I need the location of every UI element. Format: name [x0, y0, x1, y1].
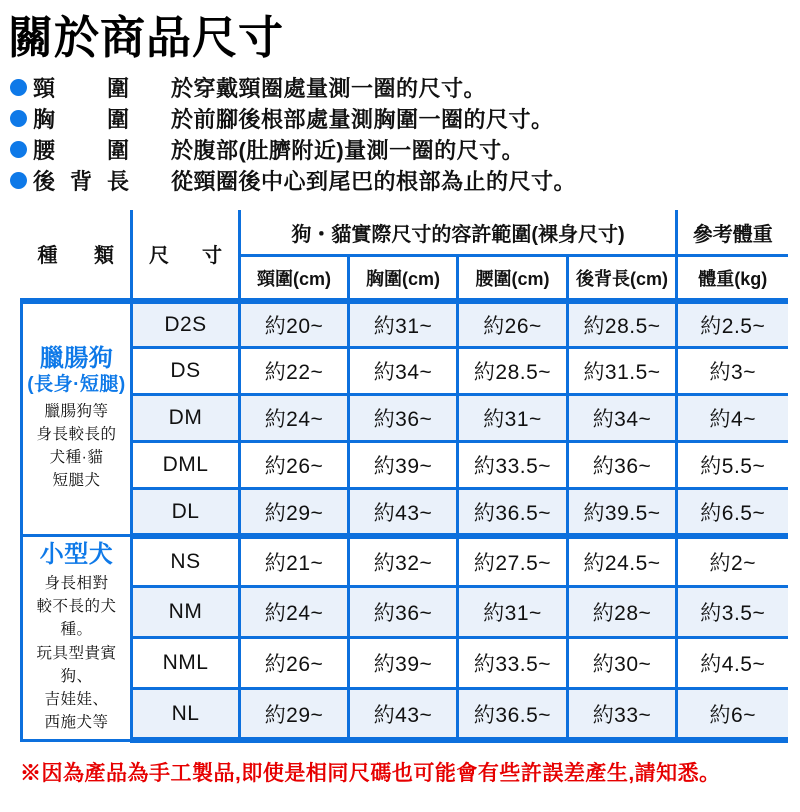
cell-chest: 約32~ — [349, 536, 458, 587]
definition-term: 頸圍 — [33, 75, 129, 101]
col-header-weight: 體重(kg) — [677, 256, 788, 301]
cell-chest: 約36~ — [349, 395, 458, 442]
col-header-weight-group: 參考體重 — [677, 210, 788, 256]
definition-term: 腰圍 — [33, 137, 129, 163]
cell-back-length: 約31.5~ — [568, 348, 677, 395]
col-header-waist: 腰圍(cm) — [458, 256, 568, 301]
cell-waist: 約31~ — [458, 587, 568, 638]
definition-list — [10, 72, 800, 196]
page-title: 關於商品尺寸 — [8, 12, 285, 63]
col-header-back-length: 後背長(cm) — [568, 256, 677, 301]
cell-waist: 約36.5~ — [458, 689, 568, 740]
size-code: DS — [132, 348, 240, 395]
table-row-ds — [22, 348, 788, 395]
bullet-icon — [10, 141, 27, 158]
cell-neck: 約26~ — [240, 442, 349, 489]
definition-term: 後背長 — [33, 168, 129, 194]
cell-weight: 約2.5~ — [677, 301, 788, 348]
cell-neck: 約24~ — [240, 587, 349, 638]
cell-back-length: 約39.5~ — [568, 489, 677, 536]
size-code: DM — [132, 395, 240, 442]
breed-name-sub: (長身·短腿) — [27, 373, 126, 395]
cell-weight: 約6.5~ — [677, 489, 788, 536]
size-code: NM — [132, 587, 240, 638]
cell-weight: 約5.5~ — [677, 442, 788, 489]
cell-waist: 約28.5~ — [458, 348, 568, 395]
col-header-neck: 頸圍(cm) — [240, 256, 349, 301]
size-code: DL — [132, 489, 240, 536]
cell-chest: 約43~ — [349, 689, 458, 740]
table-row-nml — [22, 638, 788, 689]
cell-back-length: 約34~ — [568, 395, 677, 442]
cell-back-length: 約33~ — [568, 689, 677, 740]
breed-group-small-dog — [22, 536, 132, 740]
cell-back-length: 約28~ — [568, 587, 677, 638]
cell-chest: 約34~ — [349, 348, 458, 395]
cell-waist: 約27.5~ — [458, 536, 568, 587]
cell-back-length: 約36~ — [568, 442, 677, 489]
bullet-icon — [10, 79, 27, 96]
size-code: NS — [132, 536, 240, 587]
table-row-nm — [22, 587, 788, 638]
table-row-dm — [22, 395, 788, 442]
cell-neck: 約24~ — [240, 395, 349, 442]
cell-waist: 約33.5~ — [458, 442, 568, 489]
col-header-chest: 胸圍(cm) — [349, 256, 458, 301]
col-header-range-group: 狗・貓實際尺寸的容許範圍(裸身尺寸) — [240, 210, 677, 256]
cell-chest: 約39~ — [349, 638, 458, 689]
cell-chest: 約39~ — [349, 442, 458, 489]
definition-desc: 於穿戴頸圈處量測一圈的尺寸。 — [171, 75, 487, 101]
definition-item-waist — [10, 134, 800, 165]
cell-back-length: 約30~ — [568, 638, 677, 689]
col-header-type: 種類 — [22, 210, 132, 301]
breed-name: 臘腸狗 — [39, 345, 114, 373]
definition-desc: 於腹部(肚臍附近)量測一圈的尺寸。 — [171, 137, 525, 163]
cell-weight: 約3~ — [677, 348, 788, 395]
cell-back-length: 約28.5~ — [568, 301, 677, 348]
cell-chest: 約43~ — [349, 489, 458, 536]
cell-back-length: 約24.5~ — [568, 536, 677, 587]
cell-waist: 約31~ — [458, 395, 568, 442]
cell-weight: 約4.5~ — [677, 638, 788, 689]
breed-note: 臘腸狗等 身長較長的 犬種·貓 短腿犬 — [36, 402, 117, 490]
cell-chest: 約36~ — [349, 587, 458, 638]
definition-term: 胸圍 — [33, 106, 129, 132]
cell-waist: 約26~ — [458, 301, 568, 348]
bullet-icon — [10, 110, 27, 127]
table-row-dl — [22, 489, 788, 536]
table-row-ns — [22, 536, 788, 587]
size-code: NML — [132, 638, 240, 689]
table-row-d2s — [22, 301, 788, 348]
breed-name: 小型犬 — [39, 541, 114, 569]
cell-weight: 約6~ — [677, 689, 788, 740]
size-code: D2S — [132, 301, 240, 348]
cell-waist: 約36.5~ — [458, 489, 568, 536]
cell-neck: 約22~ — [240, 348, 349, 395]
cell-neck: 約29~ — [240, 689, 349, 740]
cell-weight: 約4~ — [677, 395, 788, 442]
definition-item-neck — [10, 72, 800, 103]
size-table — [20, 210, 788, 743]
col-header-size: 尺寸 — [132, 210, 240, 301]
table-header-row-1 — [22, 210, 788, 256]
table-row-dml — [22, 442, 788, 489]
size-code: DML — [132, 442, 240, 489]
size-code: NL — [132, 689, 240, 740]
bullet-icon — [10, 172, 27, 189]
cell-weight: 約2~ — [677, 536, 788, 587]
cell-neck: 約26~ — [240, 638, 349, 689]
cell-weight: 約3.5~ — [677, 587, 788, 638]
handmade-disclaimer: ※因為產品為手工製品,即使是相同尺碼也可能會有些許誤差產生,請知悉。 — [20, 762, 721, 786]
cell-neck: 約21~ — [240, 536, 349, 587]
breed-note: 身長相對 較不長的犬種。 玩具型貴賓狗、 吉娃娃、 西施犬等 — [36, 574, 117, 732]
cell-chest: 約31~ — [349, 301, 458, 348]
cell-waist: 約33.5~ — [458, 638, 568, 689]
cell-neck: 約20~ — [240, 301, 349, 348]
cell-neck: 約29~ — [240, 489, 349, 536]
table-row-nl — [22, 689, 788, 740]
definition-desc: 於前腳後根部處量測胸圍一圈的尺寸。 — [171, 106, 554, 132]
breed-group-dachshund — [22, 301, 132, 536]
definition-item-chest — [10, 103, 800, 134]
definition-desc: 從頸圈後中心到尾巴的根部為止的尺寸。 — [171, 168, 577, 194]
definition-item-back-length — [10, 165, 800, 196]
